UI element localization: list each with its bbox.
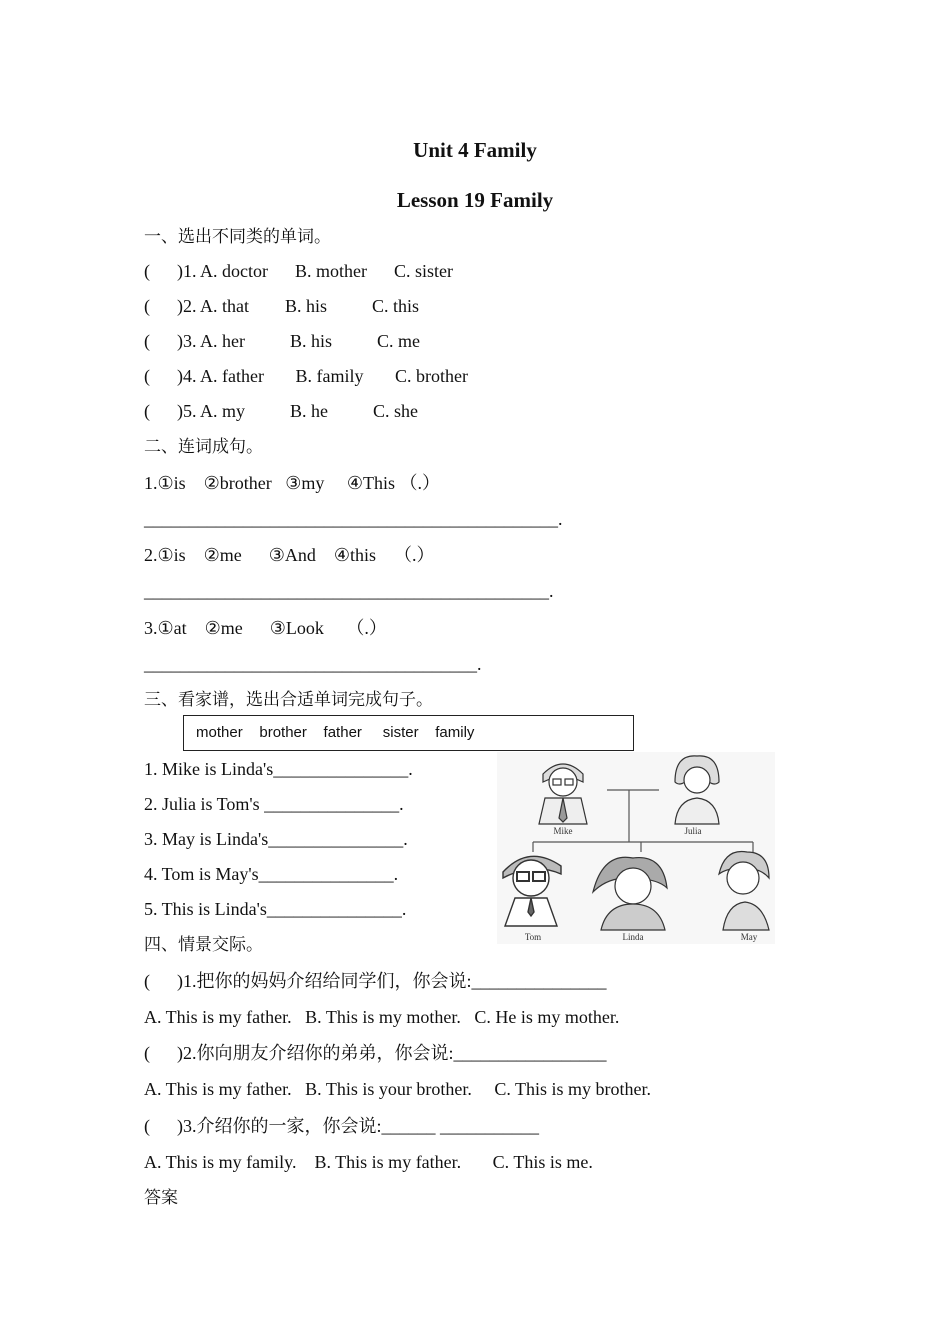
tom-label: Tom — [524, 932, 542, 942]
section1-item-5: ( )5. A. my B. he C. she — [144, 401, 418, 421]
section4-options-1: A. This is my father. B. This is my mother. C. He is my mother. — [144, 1007, 620, 1027]
section2-heading: 二、连词成句。 — [144, 437, 263, 457]
section2-question-1: 1.①is ②brother ③my ④This （.） — [144, 473, 441, 493]
section4-options-3: A. This is my family. B. This is my father. C. This is me. — [144, 1152, 593, 1172]
section3-item-3[interactable]: 3. May is Linda's_______________. — [144, 829, 408, 849]
section1-heading: 一、选出不同类的单词。 — [144, 227, 331, 247]
section3-item-4[interactable]: 4. Tom is May's_______________. — [144, 864, 399, 884]
section4-question-1[interactable]: ( )1.把你的妈妈介绍给同学们，你会说:_______________ — [144, 971, 607, 991]
section1-item-3: ( )3. A. her B. his C. me — [144, 331, 420, 351]
section2-answer-line-1[interactable]: ______________________________________________. — [144, 509, 563, 529]
section3-item-1[interactable]: 1. Mike is Linda's_______________. — [144, 759, 413, 779]
family-tree-illustration — [497, 752, 775, 944]
section1-item-2: ( )2. A. that B. his C. this — [144, 296, 420, 316]
mike-label: Mike — [553, 826, 573, 836]
section3-heading: 三、看家谱，选出合适单词完成句子。 — [144, 690, 433, 710]
section1-item-4: ( )4. A. father B. family C. brother — [144, 366, 468, 386]
section4-options-2: A. This is my father. B. This is your brother. C. This is my brother. — [144, 1079, 651, 1099]
section1-item-1: ( )1. A. doctor B. mother C. sister — [144, 261, 453, 281]
answer-label: 答案 — [144, 1188, 178, 1208]
section4-heading: 四、情景交际。 — [144, 935, 263, 955]
julia-label: Julia — [684, 826, 702, 836]
section2-answer-line-2[interactable]: _____________________________________________. — [144, 581, 554, 601]
linda-label: Linda — [622, 932, 644, 942]
section2-question-3: 3.①at ②me ③Look （.） — [144, 618, 387, 638]
lesson-title: Lesson 19 Family — [396, 188, 554, 212]
section2-question-2: 2.①is ②me ③And ④this （.） — [144, 545, 435, 565]
section4-question-3[interactable]: ( )3.介绍你的一家，你会说:______ ___________ — [144, 1116, 539, 1136]
section3-item-2[interactable]: 2. Julia is Tom's _______________. — [144, 794, 404, 814]
section4-question-2[interactable]: ( )2.你向朋友介绍你的弟弟，你会说:_________________ — [144, 1043, 607, 1063]
may-label: May — [740, 932, 758, 942]
section3-item-5[interactable]: 5. This is Linda's_______________. — [144, 899, 407, 919]
word-bank-box: mother brother father sister family — [183, 715, 634, 751]
unit-title: Unit 4 Family — [413, 138, 537, 162]
section2-answer-line-3[interactable]: _____________________________________. — [144, 654, 482, 674]
